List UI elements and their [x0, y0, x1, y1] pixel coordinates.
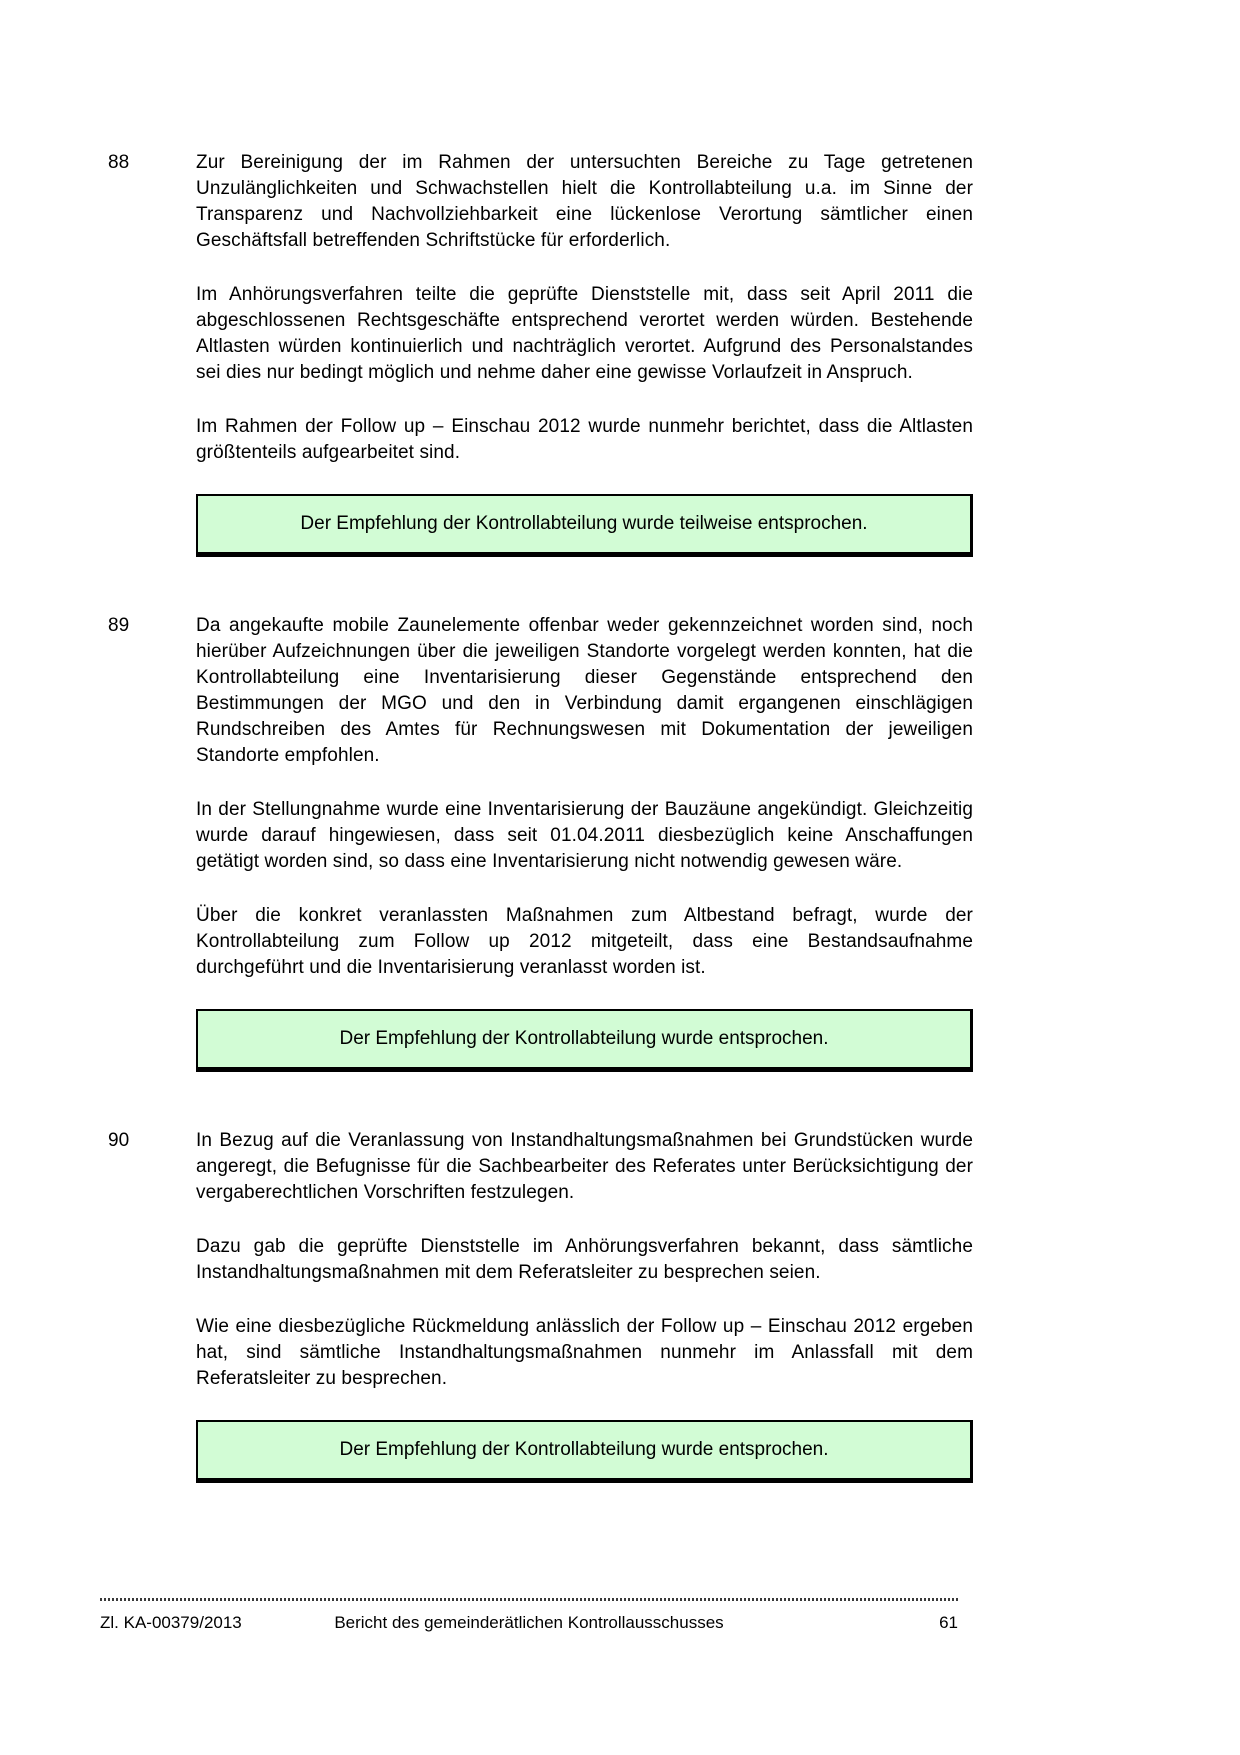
footer-document-title: Bericht des gemeinderätlichen Kontrollausschusses [334, 1613, 724, 1632]
section-body [196, 613, 973, 1072]
paragraph-number: 88 [108, 152, 130, 173]
report-section-88 [0, 150, 1240, 557]
paragraph: Da angekaufte mobile Zaunelemente offenbar weder gekennzeichnet worden sind, noch hierüber Aufzeichnungen über die jeweiligen Standorte vorgelegt werden konnten, hat die Kontrollabteilung eine Inventarisierung dieser Gegenstände entsprechend den Bestimmungen der MGO und den in Verbindung damit ergangenen einschlägigen Rundschreiben des Amtes für Rechnungswesen mit Dokumentation der jeweiligen Standorte empfohlen. [196, 615, 973, 766]
recommendation-status-text: Der Empfehlung der Kontrollabteilung wurde entsprochen. [339, 1439, 829, 1460]
recommendation-status-text: Der Empfehlung der Kontrollabteilung wurde teilweise entsprochen. [300, 513, 868, 534]
report-section-90 [0, 1128, 1240, 1483]
paragraph: Über die konkret veranlassten Maßnahmen zum Altbestand befragt, wurde der Kontrollabteilung zum Follow up 2012 mitgeteilt, dass eine Bestandsaufnahme durchgeführt und die Inventarisierung veranlasst worden ist. [196, 905, 973, 978]
paragraph-number: 89 [108, 615, 130, 636]
footer-divider [100, 1598, 958, 1601]
footer-reference-number: Zl. KA-00379/2013 [100, 1613, 242, 1632]
paragraph: Im Rahmen der Follow up – Einschau 2012 wurde nunmehr berichtet, dass die Altlasten größtenteils aufgearbeitet sind. [196, 416, 973, 463]
paragraph: Zur Bereinigung der im Rahmen der untersuchten Bereiche zu Tage getretenen Unzulänglichkeiten und Schwachstellen hielt die Kontrollabteilung u.a. im Sinne der Transparenz und Nachvollziehbarkeit eine lückenlose Verortung sämtlicher einen Geschäftsfall betreffenden Schriftstücke für erforderlich. [196, 152, 973, 251]
section-body [196, 150, 973, 557]
paragraph: Dazu gab die geprüfte Dienststelle im Anhörungsverfahren bekannt, dass sämtliche Instandhaltungsmaßnahmen mit dem Referatsleiter zu besprechen seien. [196, 1236, 973, 1283]
section-body [196, 1128, 973, 1483]
paragraph: Wie eine diesbezügliche Rückmeldung anlässlich der Follow up – Einschau 2012 ergeben hat, sind sämtliche Instandhaltungsmaßnahmen nunmehr im Anlassfall mit dem Referatsleiter zu besprechen. [196, 1316, 973, 1389]
page-footer [100, 1598, 958, 1634]
paragraph: In Bezug auf die Veranlassung von Instandhaltungsmaßnahmen bei Grundstücken wurde angeregt, die Befugnisse für die Sachbearbeiter des Referates unter Berücksichtigung der vergaberechtlichen Vorschriften festzulegen. [196, 1130, 973, 1203]
recommendation-status-box [196, 1420, 973, 1483]
recommendation-status-text: Der Empfehlung der Kontrollabteilung wurde entsprochen. [339, 1028, 829, 1049]
paragraph: Im Anhörungsverfahren teilte die geprüfte Dienststelle mit, dass seit April 2011 die abgeschlossenen Rechtsgeschäfte entsprechend verortet werden würden. Bestehende Altlasten würden kontinuierlich und nachträglich verortet. Aufgrund des Personalstandes sei dies nur bedingt möglich und nehme daher eine gewisse Vorlaufzeit in Anspruch. [196, 284, 973, 383]
paragraph: In der Stellungnahme wurde eine Inventarisierung der Bauzäune angekündigt. Gleichzeitig wurde darauf hingewiesen, dass seit 01.04.2011 diesbezüglich keine Anschaffungen getätigt worden sind, so dass eine Inventarisierung nicht notwendig gewesen wäre. [196, 799, 973, 872]
recommendation-status-box [196, 1009, 973, 1072]
footer-row [100, 1612, 958, 1634]
footer-page-number: 61 [939, 1613, 958, 1632]
report-section-89 [0, 613, 1240, 1072]
recommendation-status-box [196, 494, 973, 557]
paragraph-number: 90 [108, 1130, 130, 1151]
